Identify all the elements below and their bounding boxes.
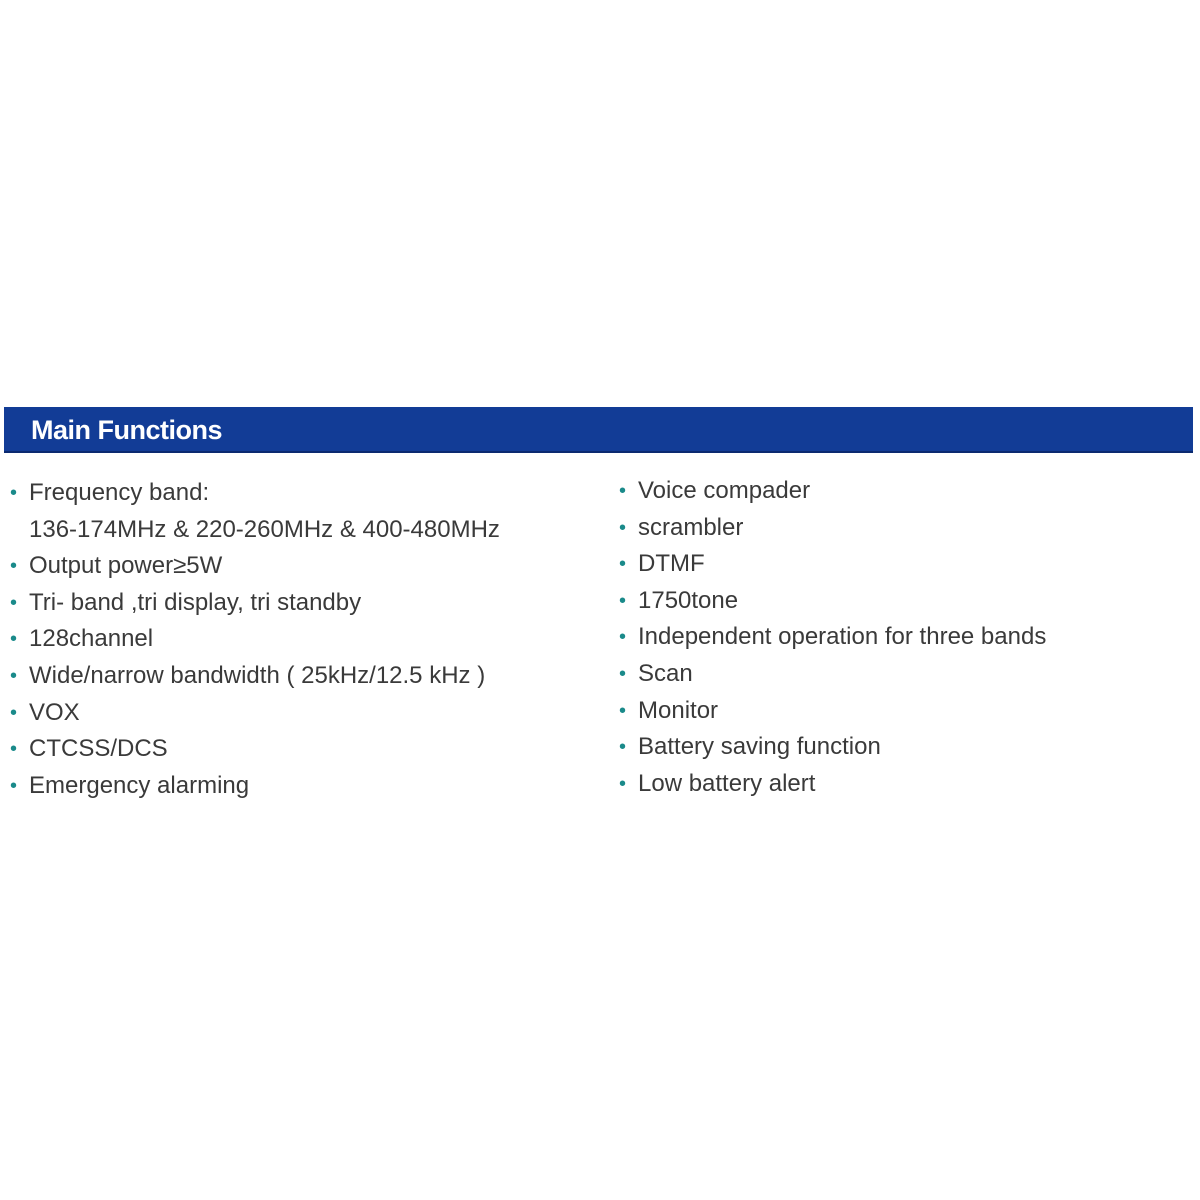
list-item — [617, 693, 1187, 730]
list-item-text: Voice compader — [638, 477, 811, 504]
list-item-text: scrambler — [638, 513, 744, 541]
list-item-text: Tri- band ,tri display, tri standby — [29, 588, 362, 616]
bullet-icon: • — [619, 626, 627, 649]
list-item — [617, 510, 1187, 547]
list-item — [617, 729, 1187, 766]
list-item-continuation: 136-174MHz & 220-260MHz & 400-480MHz — [29, 515, 500, 543]
list-item-text: Monitor — [638, 696, 719, 724]
list-item-text: 1750tone — [638, 586, 739, 614]
bullet-icon: • — [10, 482, 18, 504]
list-item-text: Battery saving function — [638, 733, 881, 761]
list-item — [8, 475, 598, 548]
bullet-icon: • — [619, 772, 627, 795]
list-item — [8, 621, 598, 658]
list-item — [617, 473, 1187, 510]
list-item-text: 128channel — [29, 625, 154, 653]
list-item — [617, 583, 1187, 620]
section-title: Main Functions — [31, 415, 222, 445]
bullet-icon: • — [619, 516, 627, 539]
list-item-text: DTMF — [638, 550, 705, 578]
list-item-text: Frequency band: — [29, 479, 210, 506]
list-item — [8, 731, 598, 768]
list-item — [8, 585, 598, 622]
list-item-text: Output power≥5W — [29, 552, 223, 580]
bullet-icon: • — [619, 736, 627, 759]
bullet-icon: • — [10, 555, 18, 578]
list-item — [617, 766, 1187, 803]
bullet-icon: • — [619, 480, 627, 502]
list-item — [8, 548, 598, 585]
bullet-icon: • — [10, 591, 18, 614]
list-item-text: VOX — [29, 698, 80, 726]
list-item — [8, 658, 598, 695]
bullet-icon: • — [10, 774, 18, 797]
bullet-icon: • — [619, 553, 627, 576]
list-item — [617, 546, 1187, 583]
list-item — [8, 695, 598, 732]
list-item-text: Low battery alert — [638, 769, 816, 797]
bullet-icon: • — [10, 738, 18, 761]
list-item — [617, 656, 1187, 693]
list-item-text: Scan — [638, 659, 693, 687]
bullet-icon: • — [10, 664, 18, 687]
list-item-text: Emergency alarming — [29, 771, 250, 799]
right-feature-list — [617, 473, 1187, 802]
list-item-text: CTCSS/DCS — [29, 735, 168, 763]
list-item-text: Independent operation for three bands — [638, 623, 1047, 651]
bullet-icon: • — [10, 701, 18, 724]
list-item — [8, 768, 598, 805]
bullet-icon: • — [619, 662, 627, 685]
section-header-bar — [4, 407, 1193, 453]
list-item-text: Wide/narrow bandwidth ( 25kHz/12.5 kHz ) — [29, 661, 486, 689]
list-item — [617, 619, 1187, 656]
bullet-icon: • — [10, 628, 18, 651]
bullet-icon: • — [619, 699, 627, 722]
bullet-icon: • — [619, 589, 627, 612]
left-feature-list — [8, 475, 598, 804]
